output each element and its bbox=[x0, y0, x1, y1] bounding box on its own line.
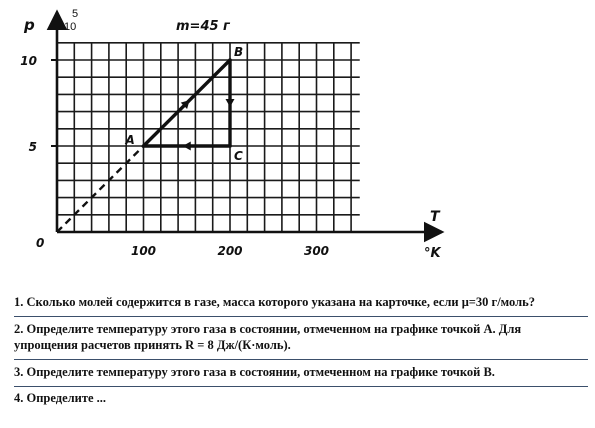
data-layer bbox=[57, 58, 235, 232]
point-A bbox=[142, 144, 146, 148]
origin-label: 0 bbox=[36, 236, 45, 250]
questions-list bbox=[14, 290, 588, 405]
y-axis-exponent-base: 10 bbox=[64, 21, 77, 33]
chart-title: m=45 г bbox=[176, 19, 230, 34]
x-tick-label: 300 bbox=[303, 244, 330, 258]
y-tick-label: 5 bbox=[28, 140, 37, 154]
x-tick-label: 100 bbox=[130, 244, 157, 258]
point-label-B: B bbox=[234, 45, 244, 59]
y-tick-label: 10 bbox=[20, 54, 37, 68]
y-axis-label: p bbox=[24, 16, 35, 34]
question-3: 3. Определите температуру этого газа в состоянии, отмеченном на графике точкой В. bbox=[14, 359, 588, 386]
question-4: 4. Определите ... bbox=[14, 386, 588, 396]
x-tick-label: 200 bbox=[217, 244, 243, 258]
point-C bbox=[228, 144, 232, 148]
x-axis-label: T bbox=[430, 209, 440, 225]
direction-arrow-CA bbox=[183, 142, 191, 151]
extrapolation-line bbox=[57, 146, 144, 232]
point-label-C: C bbox=[234, 149, 243, 163]
point-label-A: A bbox=[125, 133, 135, 147]
direction-arrow-BC bbox=[226, 99, 235, 107]
x-axis-unit: °K bbox=[424, 246, 441, 261]
question-1: 1. Сколько молей содержится в газе, масса которого указана на карточке, если μ=30 г/моль? bbox=[14, 295, 535, 309]
question-2: 2. Определите температуру этого газа в состоянии, отмеченном на графике точкой А. Для упрощения расчетов принять R = 8 Дж/(К·моль). bbox=[14, 316, 588, 359]
grid bbox=[57, 43, 360, 232]
y-axis-exponent-power: 5 bbox=[72, 8, 79, 20]
point-B bbox=[228, 58, 232, 62]
